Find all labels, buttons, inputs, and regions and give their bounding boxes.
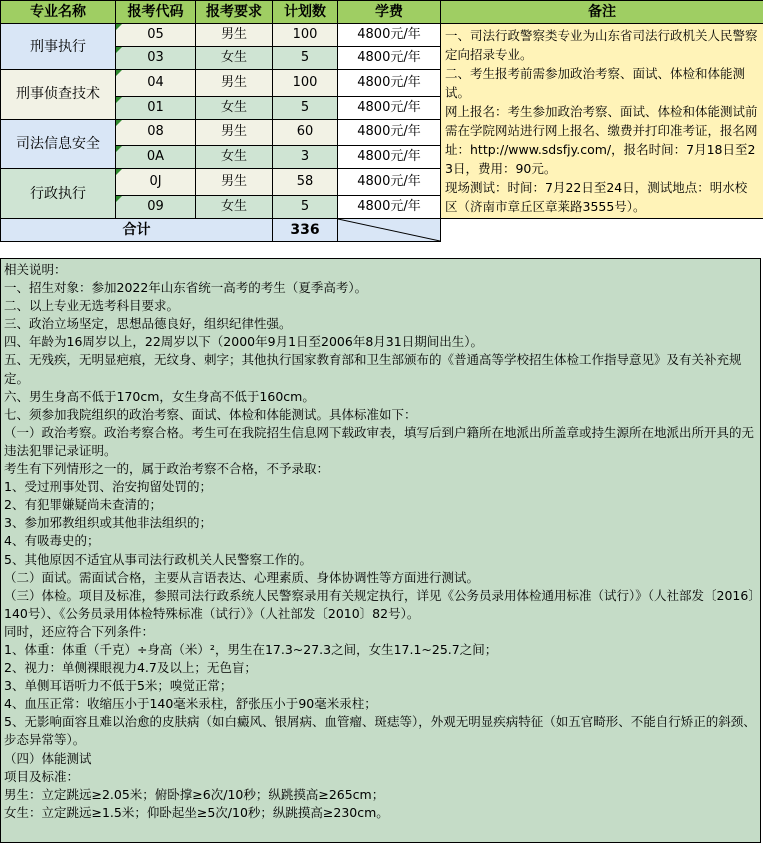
- requirement-cell: 女生: [196, 196, 273, 219]
- requirement-cell: 女生: [196, 96, 273, 119]
- description-block: [0, 258, 761, 843]
- enrollment-table: [0, 0, 763, 242]
- total-label: 合计: [1, 219, 273, 242]
- description-line: 4、血压正常：收缩压小于140毫米汞柱，舒张压小于90毫米汞柱；: [4, 696, 377, 712]
- count-cell: 100: [273, 24, 338, 47]
- description-line: 5、其他原因不适宜从事司法行政机关人民警察工作的。: [4, 551, 312, 567]
- fee-cell: 4800元/年: [338, 96, 441, 119]
- description-line: 四、年龄为16周岁以上，22周岁以下（2000年9月1日至2006年8月31日期间出生）。: [4, 334, 483, 350]
- note-line: 一、司法行政警察类专业为山东省司法行政机关人民警察定向招录专业。: [445, 28, 758, 62]
- header-requirement: 报考要求: [196, 1, 273, 24]
- requirement-cell: 男生: [196, 24, 273, 47]
- description-line: 女生：立定跳远≥1.5米；仰卧起坐≥5次/10秒；纵跳摸高≥230cm。: [4, 804, 389, 820]
- description-line: 2、有犯罪嫌疑尚未查清的；: [4, 497, 162, 513]
- header-code: 报考代码: [116, 1, 196, 24]
- diagonal-cell: [338, 219, 441, 242]
- description-line: （三）体检。项目及标准，参照司法行政系统人民警察录用有关规定执行，详见《公务员录用体检通用标准（试行）》（人社部发〔2016〕140号）、《公务员录用体检特殊标准（试行）》（人社部发〔2010〕82号）。: [4, 587, 755, 621]
- count-cell: 5: [273, 196, 338, 219]
- note-line: 现场测试：时间：7月22日至24日，测试地点：明水校区（济南市章丘区章莱路3555号）。: [445, 180, 748, 214]
- description-line: 3、参加邪教组织或其他非法组织的；: [4, 515, 212, 531]
- requirement-cell: 女生: [196, 146, 273, 169]
- count-cell: 5: [273, 96, 338, 119]
- description-line: 七、须参加我院组织的政治考察、面试、体检和体能测试。具体标准如下：: [4, 406, 417, 422]
- description-line: 3、单侧耳语听力不低于5米；嗅觉正常；: [4, 678, 233, 694]
- requirement-cell: 男生: [196, 119, 273, 146]
- description-line: 三、政治立场坚定，思想品德良好，组织纪律性强。: [4, 316, 292, 332]
- header-tuition: 学费: [338, 1, 441, 24]
- note-line: 二、考生报考前需参加政治考察、面试、体检和体能测试。: [445, 66, 746, 100]
- description-line: 2、视力：单侧裸眼视力4.7及以上；无色盲；: [4, 660, 257, 676]
- major-name: 司法信息安全: [1, 119, 116, 169]
- major-name: 刑事侦查技术: [1, 70, 116, 120]
- count-cell: 100: [273, 70, 338, 97]
- count-cell: 60: [273, 119, 338, 146]
- description-line: 同时，还应符合下列条件：: [4, 623, 155, 639]
- description-line: 5、无影响面容且难以治愈的皮肤病（如白癜风、银屑病、血管瘤、斑痣等），外观无明显疾病特征（如五官畸形、不能自行矫正的斜颈、步态异常等）。: [4, 714, 756, 748]
- major-name: 刑事执行: [1, 24, 116, 70]
- description-line: 六、男生身高不低于170cm，女生身高不低于160cm。: [4, 388, 315, 404]
- code-cell: 0A: [116, 146, 196, 169]
- fee-cell: 4800元/年: [338, 70, 441, 97]
- header-row: [1, 1, 763, 24]
- note-cell: [441, 24, 763, 219]
- fee-cell: 4800元/年: [338, 24, 441, 47]
- description-line: 一、招生对象：参加2022年山东省统一高考的考生（夏季高考）。: [4, 280, 368, 296]
- major-name: 行政执行: [1, 169, 116, 219]
- fee-cell: 4800元/年: [338, 47, 441, 70]
- requirement-cell: 男生: [196, 70, 273, 97]
- code-cell: 03: [116, 47, 196, 70]
- total-row: [1, 219, 763, 242]
- count-cell: 58: [273, 169, 338, 196]
- header-plan-count: 计划数: [273, 1, 338, 24]
- code-cell: 05: [116, 24, 196, 47]
- description-line: 二、以上专业无选考科目要求。: [4, 298, 180, 314]
- description-line: 男生：立定跳远≥2.05米；俯卧撑≥6次/10秒；纵跳摸高≥265cm；: [4, 786, 385, 802]
- description-line: 1、受过刑事处罚、治安拘留处罚的；: [4, 479, 212, 495]
- description-line: 相关说明：: [4, 262, 67, 277]
- requirement-cell: 男生: [196, 169, 273, 196]
- description-line: （四）体能测试: [4, 750, 92, 766]
- description-line: 4、有吸毒史的；: [4, 533, 100, 549]
- description-line: 考生有下列情形之一的，属于政治考察不合格，不予录取：: [4, 461, 330, 477]
- code-cell: 04: [116, 70, 196, 97]
- code-cell: 0J: [116, 169, 196, 196]
- description-line: 1、体重：体重（千克）÷身高（米）²，男生在17.3~27.3之间，女生17.1~25.7之间；: [4, 641, 498, 657]
- table-row: [1, 24, 763, 47]
- code-cell: 01: [116, 96, 196, 119]
- description-line: （一）政治考察。政治考察合格。考生可在我院招生信息网下载政审表，填写后到户籍所在地派出所盖章或持生源所在地派出所开具的无违法犯罪记录证明。: [4, 424, 755, 458]
- fee-cell: 4800元/年: [338, 169, 441, 196]
- fee-cell: 4800元/年: [338, 119, 441, 146]
- description-line: 五、无残疾，无明显疤痕，无纹身、刺字；其他执行国家教育部和卫生部颁布的《普通高等学校招生体检工作指导意见》及有关补充规定。: [4, 352, 742, 386]
- count-cell: 3: [273, 146, 338, 169]
- note-line: 网上报名：考生参加政治考察、面试、体检和体能测试前需在学院网站进行网上报名、缴费并打印准考证，报名网址：http://www.sdsfjy.com/，报名时间：7月18日至23日，费用：90元。: [445, 104, 758, 176]
- count-cell: 5: [273, 47, 338, 70]
- description-line: 项目及标准：: [4, 768, 80, 784]
- description-line: （二）面试。需面试合格，主要从言语表达、心理素质、身体协调性等方面进行测试。: [4, 569, 480, 585]
- diagonal-line: [338, 219, 440, 241]
- header-note: 备注: [441, 1, 763, 24]
- requirement-cell: 女生: [196, 47, 273, 70]
- fee-cell: 4800元/年: [338, 196, 441, 219]
- code-cell: 09: [116, 196, 196, 219]
- header-major: 专业名称: [1, 1, 116, 24]
- fee-cell: 4800元/年: [338, 146, 441, 169]
- total-value: 336: [273, 219, 338, 242]
- code-cell: 08: [116, 119, 196, 146]
